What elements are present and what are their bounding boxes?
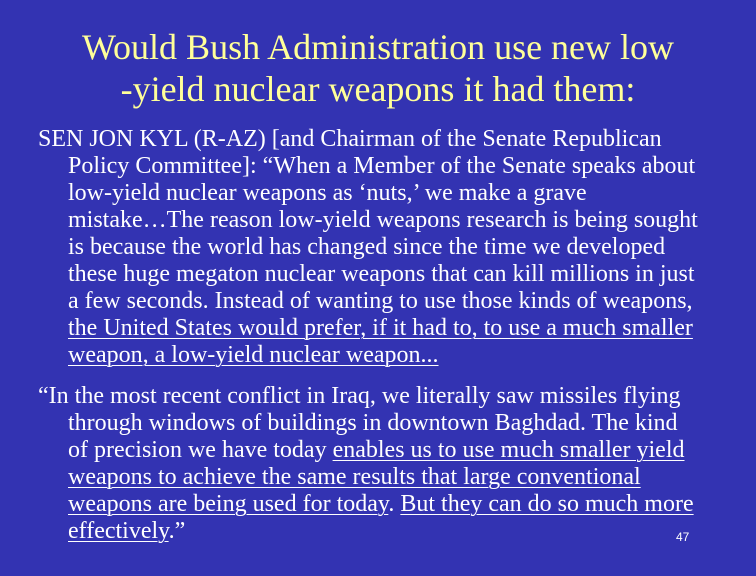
paragraph-line: low-yield nuclear weapons as ‘nuts,’ we make a grave bbox=[68, 180, 587, 206]
paragraph-line: mistake…The reason low-yield weapons research is being sought bbox=[68, 207, 698, 233]
paragraph-line: through windows of buildings in downtown Baghdad. The kind bbox=[68, 410, 678, 436]
paragraph-line: is because the world has changed since the time we developed bbox=[68, 234, 666, 260]
paragraph-line-underlined bbox=[38, 342, 738, 369]
underlined-text: weapons are being used for today bbox=[68, 491, 389, 517]
paragraph-line bbox=[38, 491, 738, 518]
paragraph-line: Policy Committee]: “When a Member of the Senate speaks about bbox=[68, 153, 696, 179]
plain-text: . bbox=[388, 491, 401, 517]
paragraph-line-underlined bbox=[38, 464, 738, 491]
underlined-text: effectively bbox=[68, 518, 169, 544]
paragraph-line bbox=[38, 518, 738, 545]
underlined-text: But they can do so much more bbox=[400, 491, 694, 517]
paragraph-line: “In the most recent conflict in Iraq, we literally saw missiles flying bbox=[38, 383, 681, 409]
underlined-text: weapons to achieve the same results that large conventional bbox=[68, 464, 641, 490]
paragraph-line: SEN JON KYL (R-AZ) [and Chairman of the Senate Republican bbox=[38, 126, 662, 152]
title-line-2: -yield nuclear weapons it had them: bbox=[120, 69, 636, 109]
slide-title bbox=[0, 26, 756, 110]
plain-text: .” bbox=[168, 518, 186, 544]
underlined-text: the United States would prefer, if it had to, to use a much smaller bbox=[68, 315, 693, 341]
page-number: 47 bbox=[676, 530, 690, 544]
paragraph-line: these huge megaton nuclear weapons that can kill millions in just bbox=[68, 261, 695, 287]
paragraph-line: a few seconds. Instead of wanting to use those kinds of weapons, bbox=[68, 288, 693, 314]
underlined-text: enables us to use much smaller yield bbox=[332, 437, 685, 463]
quote-paragraph-2 bbox=[38, 383, 738, 545]
paragraph-line-underlined bbox=[38, 315, 738, 342]
paragraph-line bbox=[38, 437, 738, 464]
title-line-1: Would Bush Administration use new low bbox=[81, 27, 675, 67]
underlined-text: weapon, a low-yield nuclear weapon... bbox=[68, 342, 439, 368]
quote-paragraph-1 bbox=[38, 126, 738, 369]
plain-text: of precision we have today bbox=[68, 437, 333, 463]
